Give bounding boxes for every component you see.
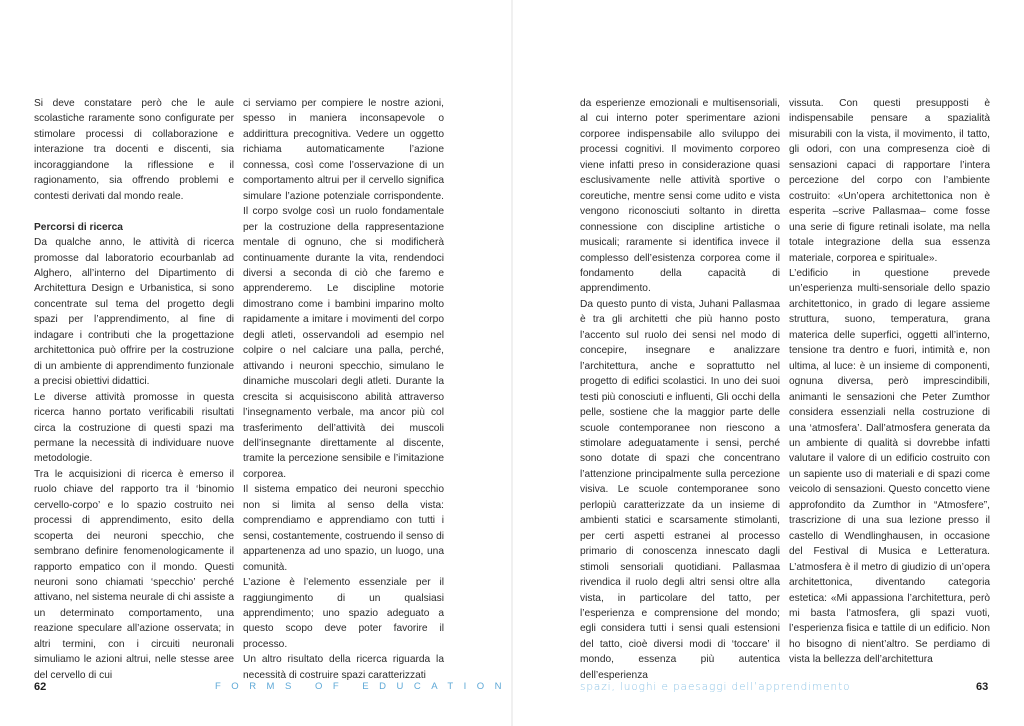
book-gutter <box>511 0 513 726</box>
paragraph: Tra le acquisizioni di ricerca è emerso il ruolo chiave del rapporto tra il ‘binomio cervello-corpo’ e lo spazio costruito nei processi di apprendimento, esito della scoperta dei neuroni specchio, che sembrano definire fenomenologicamente il rapporto empatico con il mondo. Questi neuroni sono chiamati ‘specchio’ perché attivano, nel sistema neurale di chi assiste a un determinato comportamento, una reazione speculare all’azione osservata; in altri termini, con i circuiti neuronali simuliamo le azioni altrui, nelle stesse aree del cervello di cui <box>34 468 234 681</box>
paragraph: Un altro risultato della ricerca riguarda la necessità di costruire spazi caratterizzati <box>243 654 444 681</box>
paragraph: ci serviamo per compiere le nostre azioni, spesso in maniera inconsapevole o addirittura precognitiva. Vedere un oggetto richiama automaticamente l’azione connessa, così come l’osservazione di un comportamento altrui per il cervello significa simulare l’azione potenziale corrispondente. Il corpo svolge così un ruolo fondamentale per la costruzione della rappresentazione mentale di ognuno, che si modificherà continuamente durante la vita, rendendoci diversi a seconda di ciò che faremo e apprenderemo. Le discipline motorie dimostrano come i bambini imparino molto rapidamente a imitare i movimenti del corpo degli atleti, osservandoli ad esempio nel colpire o nel calciare una palla, perché, attivando i neuroni specchio, simulano le dinamiche muscolari degli atleti. Durante la crescita si acquisiscono abilità attraverso l’insegnamento verbale, ma ancor più col trasferimento dell’attività dei muscoli dell’insegnante direttamente al discente, tramite la percezione sensibile e l’imitazione corporea. <box>243 98 444 480</box>
left-page-column-2 <box>243 96 444 683</box>
right-page-column-2 <box>789 96 990 668</box>
paragraph: L’azione è l’elemento essenziale per il raggiungimento di un qualsiasi apprendimento; uno spazio adeguato a questo scopo deve poter favorire il processo. <box>243 577 444 650</box>
right-page-column-1 <box>580 96 780 683</box>
paragraph: Da qualche anno, le attività di ricerca promosse dal laboratorio ecourbanlab ad Alghero, all’interno del Dipartimento di Architettura Design e Urbanistica, si sono concentrate sul tema del progetto degli spazi per l’apprendimento, al fine di indagare i contributi che la progettazione architettonica può offrire per la costruzione di un ambiente di apprendimento funzionale a precisi obiettivi didattici. <box>34 237 234 388</box>
paragraph: da esperienze emozionali e multisensoriali, al cui interno poter sperimentare azioni corporee indispensabile allo sviluppo dei processi cognitivi. Il movimento corporeo viene infatti preso in considerazione quasi esclusivamente nelle attività sportive o coreutiche, mentre sensi come udito e vista vengono riconosciuti soltanto in diretta connessione con discipline artistiche o musicali; raramente si identifica invece il complesso dell’esistenza corporea come il fondamento della capacità di apprendimento. <box>580 98 780 295</box>
paragraph: Da questo punto di vista, Juhani Pallasmaa è tra gli architetti che più hanno posto l’accento sul ruolo dei sensi nel modo di concepire, insegnare e analizzare l’architettura, anche e soprattutto nel progetto di edifici scolastici. In uno dei suoi testi più conosciuti e influenti, Gli occhi della pelle, sostiene che la maggior parte delle scuole contemporanee non riescono a stimolare adeguatamente i sensi, perché sono dotate di spazi che concentrano l’attenzione principalmente sulla percezione visiva. Le scuole contemporanee sono perlopiù caratterizzate da un insieme di ambienti statici e scarsamente stimolanti, per certi aspetti estranei al processo primario di conoscenza innescato dagli stimoli sensoriali quotidiani. Pallasmaa rivendica il ruolo degli altri sensi oltre alla vista, in particolare del tatto, per l’esperienza e comprensione del mondo; egli considera tutti i sensi quali estensioni del tatto, cioè diversi modi di ‘toccare’ il mondo, essenza più autentica dell’esperienza <box>580 298 780 681</box>
paragraph: Il sistema empatico dei neuroni specchio non si limita al senso della vista: comprendiamo e apprendiamo con tutti i sensi, costantemente, costruendo il senso di appartenenza ad uno spazio, un luogo, una comunità. <box>243 484 444 573</box>
paragraph: L’edificio in questione prevede un’esperienza multi-sensoriale dello spazio architettonico, in grado di legare assieme struttura, suono, temperatura, grana materica delle superfici, oggetti all’interno, tensione tra dentro e fuori, intimità e, non ultima, al luce: è un insieme di componenti, ognuna diversa, però imprescindibili, animanti le sensazioni che Peter Zumthor considera essenziali nella costruzione di una ‘atmosfera’. Dall’atmosfera generata da un ambiente di qualità si dovrebbe infatti valutare il valore di un edificio costruito con un sapiente uso di materiali e di spazi come veicolo di sensazioni. Questo concetto viene approfondito da Zumthor in “Atmosfere”, trascrizione di una sua lezione presso il castello di Wendlinghausen, in occasione del Festival di Musica e Letteratura. L’atmosfera è il metro di giudizio di un’opera architettonica, diventando categoria estetica: «Mi appassiona l’architettura, però mi basta l’atmosfera, gli spazi vuoti, l’esperienza fisica e tattile di un edificio. Non ho bisogno di nient’altro. Se perdiamo di vista la bellezza dell’architettura <box>789 267 990 666</box>
right-page-number: 63 <box>976 681 989 693</box>
section-heading: Percorsi di ricerca <box>34 221 123 233</box>
left-running-head: FORMS OF EDUCATION <box>215 681 513 692</box>
right-running-head: spazi, luoghi e paesaggi dell’apprendimento <box>580 681 851 693</box>
paragraph: Le diverse attività promosse in questa ricerca hanno portato verificabili risultati circa la costruzione di questi spazi ma permane la necessità di individuare nuove metodologie. <box>34 391 234 465</box>
paragraph: Si deve constatare però che le aule scolastiche raramente sono configurate per stimolare processi di collaborazione e interazione tra docenti e discenti, sia incoraggiandone la riflessione e il ragionamento, sia offrendo problemi e contesti derivati dal mondo reale. <box>34 98 234 202</box>
left-page-column-1 <box>34 96 234 683</box>
paragraph: vissuta. Con questi presupposti è indispensabile pensare a spazialità misurabili con la vista, il movimento, il tatto, gli odori, con una compresenza cioè di sensazioni capaci di rapportare l’intera percezione del corpo con l’ambiente costruito: «Un’opera architettonica non è esperita –scrive Pallasmaa– come fosse una serie di figure retinali isolate, ma nella totale integrazione della sua essenza materiale, corporea e spirituale». <box>789 98 990 264</box>
left-page-number: 62 <box>34 681 47 693</box>
